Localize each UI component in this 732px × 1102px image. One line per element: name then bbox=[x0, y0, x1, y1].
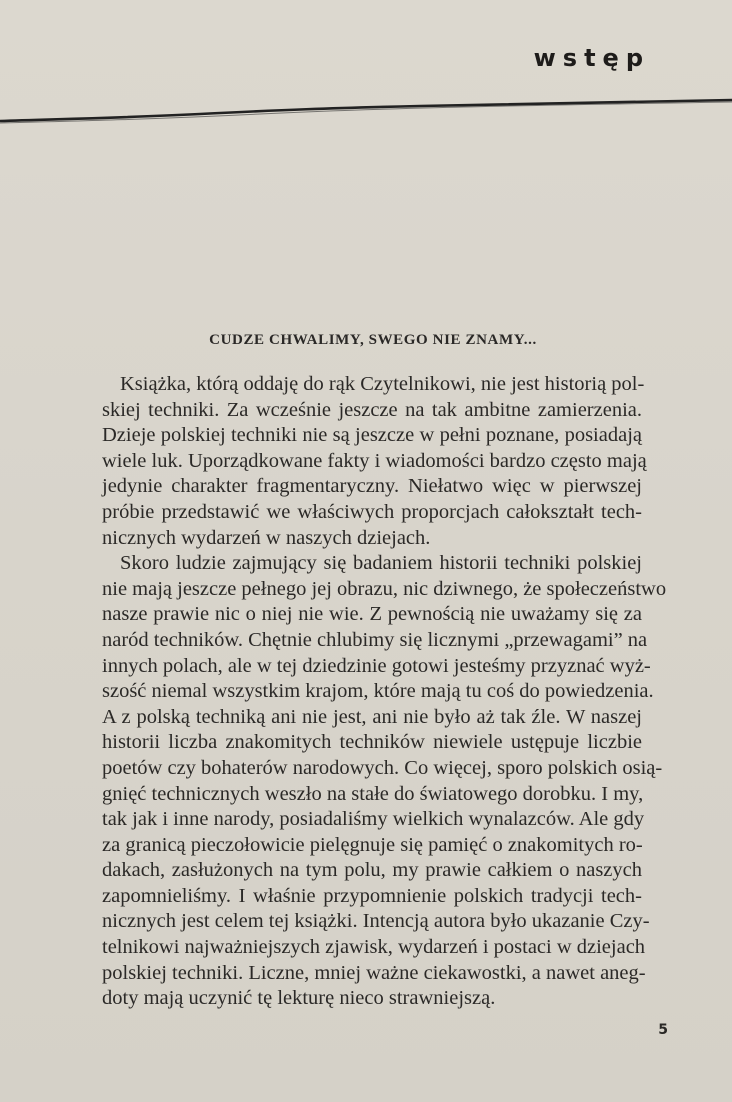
text-line: Książka, którą oddaję do rąk Czytelnikowi, nie jest historią pol- bbox=[120, 373, 645, 395]
header-rule bbox=[0, 94, 732, 130]
text-line: Skoro ludzie zajmujący się badaniem historii techniki polskiej bbox=[120, 552, 642, 575]
text-line: historii liczba znakomitych techników niewiele ustępuje liczbie bbox=[102, 731, 642, 754]
text-line: wiele luk. Uporządkowane fakty i wiadomości bardzo często mają bbox=[102, 449, 647, 472]
text-line: nicznych jest celem tej książki. Intencją autora było ukazanie Czy- bbox=[102, 910, 650, 933]
text-line: tak jak i inne narody, posiadaliśmy wielkich wynalazców. Ale gdy bbox=[102, 808, 645, 831]
text-line: zapomnieliśmy. I właśnie przypomnienie polskich tradycji tech- bbox=[102, 884, 642, 907]
text-line: nasze prawie nic o niej nie wie. Z pewnością nie uważamy się za bbox=[102, 603, 642, 626]
text-line: próbie przedstawić we właściwych proporcjach całokształt tech- bbox=[102, 500, 642, 523]
text-line: szość niemal wszystkim krajom, które mają tu coś do powiedzenia. bbox=[102, 680, 654, 703]
body-text bbox=[102, 372, 667, 1012]
text-line: jedynie charakter fragmentaryczny. Niełatwo więc w pierwszej bbox=[102, 475, 642, 498]
text-line: innych polach, ale w tej dziedzinie gotowi jesteśmy przyznać wyż- bbox=[102, 654, 651, 677]
page-number: 5 bbox=[658, 1022, 668, 1038]
text-line: telnikowi najważniejszych zjawisk, wydarzeń i postaci w dziejach bbox=[102, 936, 646, 959]
section-title: CUDZE CHWALIMY, SWEGO NIE ZNAMY... bbox=[209, 332, 537, 348]
text-line: dakach, zasłużonych na tym polu, my prawie całkiem o naszych bbox=[102, 859, 642, 882]
text-line: polskiej techniki. Liczne, mniej ważne ciekawostki, a nawet aneg- bbox=[102, 961, 646, 984]
chapter-label: wstęp bbox=[533, 44, 650, 72]
text-line: Dzieje polskiej techniki nie są jeszcze w pełni poznane, posiadają bbox=[102, 424, 642, 447]
text-line: doty mają uczynić tę lekturę nieco strawniejszą. bbox=[102, 987, 496, 1010]
text-line: nie mają jeszcze pełnego jej obrazu, nic dziwnego, że społeczeństwo bbox=[102, 577, 667, 600]
text-line: nicznych wydarzeń w naszych dziejach. bbox=[102, 526, 431, 549]
text-line: naród techników. Chętnie chlubimy się licznymi „przewagami” na bbox=[102, 628, 648, 651]
text-line: poetów czy bohaterów narodowych. Co więcej, sporo polskich osią- bbox=[102, 756, 663, 779]
text-line: skiej techniki. Za wcześnie jeszcze na tak ambitne zamierzenia. bbox=[102, 398, 642, 421]
text-line: gnięć technicznych weszło na stałe do światowego dorobku. I my, bbox=[102, 782, 644, 805]
text-line: za granicą pieczołowicie pielęgnuje się pamięć o znakomitych ro- bbox=[102, 833, 643, 856]
text-line: A z polską techniką ani nie jest, ani nie było aż tak źle. W naszej bbox=[102, 705, 642, 728]
